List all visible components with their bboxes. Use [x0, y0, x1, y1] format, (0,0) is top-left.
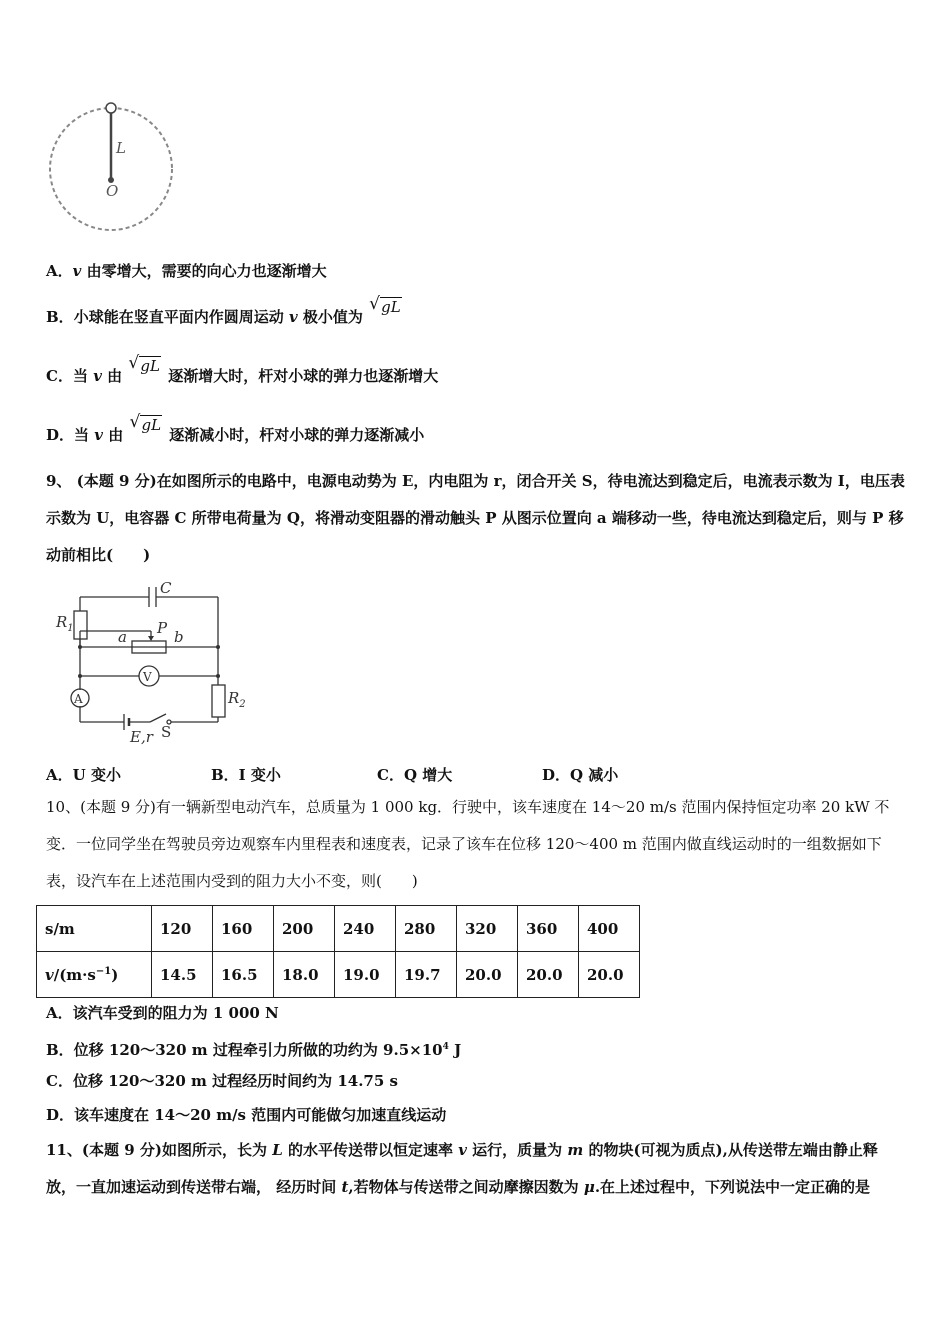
q9-option-b[interactable]: B．I 变小 [211, 766, 281, 784]
circuit-figure [50, 575, 260, 750]
q9-option-a[interactable]: A．U 变小 [46, 766, 121, 784]
table-header-cell: s/m [37, 906, 152, 952]
q8-option-b[interactable]: B．小球能在竖直平面内作圆周运动 v 极小值为 √ gL [46, 307, 404, 327]
svg-text:V: V [143, 670, 152, 684]
svg-text:R2: $R_2$ [228, 689, 246, 710]
ball [106, 103, 116, 113]
svg-text:A: A [74, 692, 83, 706]
q8-option-a[interactable]: A．v 由零增大，需要的向心力也逐渐增大 [46, 262, 327, 280]
q10-option-a[interactable]: A．该汽车受到的阻力为 1 000 N [46, 1004, 279, 1022]
svg-text:S: S [161, 723, 172, 741]
svg-text:R1: $R_1$ [56, 613, 74, 634]
pendulum-figure [40, 96, 185, 241]
q8-option-d[interactable]: D．当 v 由 √ gL 逐渐减小时，杆对小球的弹力逐渐减小 [46, 425, 424, 445]
q9-option-d[interactable]: D．Q 减小 [542, 766, 619, 784]
label-O: O [106, 182, 119, 200]
sqrt-gl: √ gL [129, 356, 161, 376]
q10-question-text: 10、(本题 9 分)有一辆新型电动汽车，总质量为 1 000 kg．行驶中，该车速度在 14～20 m/s 范围内保持恒定功率 20 kW 不变．一位同学坐在驾驶员旁边观察车内里程表和速度表，记录了该车在位移 120～400 m 范围内做直线运动时的一组数据如下表，设汽车在上述范围内受到的阻力大小不变，则( ) [46, 798, 890, 890]
q9-question-text: 9、 (本题 9 分)在如图所示的电路中，电源电动势为 E，内电阻为 r，闭合开关 S，待电流达到稳定后，电流表示数为 I，电压表示数为 U，电容器 C 所带电荷量为 Q，将滑动变阻器的滑动触头 P 从图示位置向 a 端移动一些，待电流达到稳定后，则与 P 移动前相比( ) [46, 472, 905, 564]
table-row: s/m 120 160 200 240 280 320 360 400 [37, 906, 640, 952]
q10-option-d[interactable]: D．该车速度在 14～20 m/s 范围内可能做匀加速直线运动 [46, 1106, 447, 1124]
q11-question-text: 11、(本题 9 分)如图所示，长为 L 的水平传送带以恒定速率 v 运行，质量为 m 的物块(可视为质点),从传送带左端由静止释放，一直加速运动到传送带右端， 经历时间 t,若物体与传送带之间动摩擦因数为 μ.在上述过程中，下列说法中一定正确的是 [46, 1141, 878, 1196]
svg-text:b: b [174, 628, 184, 646]
svg-text:C: C [160, 579, 172, 597]
table-header-cell: $v/(m\cdot s^{-1})$ [37, 952, 152, 998]
q10-option-c[interactable]: C．位移 120～320 m 过程经历时间约为 14.75 s [46, 1072, 398, 1090]
q9-option-c[interactable]: C．Q 增大 [377, 766, 453, 784]
svg-text:E,r: E,r [130, 728, 153, 746]
label-L: L [116, 139, 126, 157]
data-table [36, 905, 640, 998]
q8-option-c[interactable]: C．当 v 由 √ gL 逐渐增大时，杆对小球的弹力也逐渐增大 [46, 366, 438, 386]
svg-text:P: P [157, 619, 168, 637]
table-row: $v/(m\cdot s^{-1})$ 14.5 16.5 18.0 19.0 19.7 20.0 20.0 20.0 [37, 952, 640, 998]
sqrt-gl: √ gL [370, 297, 402, 317]
sqrt-gl: √ gL [130, 415, 162, 435]
svg-text:a: a [118, 628, 127, 646]
q10-option-b[interactable]: B．位移 120～320 m 过程牵引力所做的功约为 $9.5\times 10^4$ J [46, 1041, 462, 1059]
